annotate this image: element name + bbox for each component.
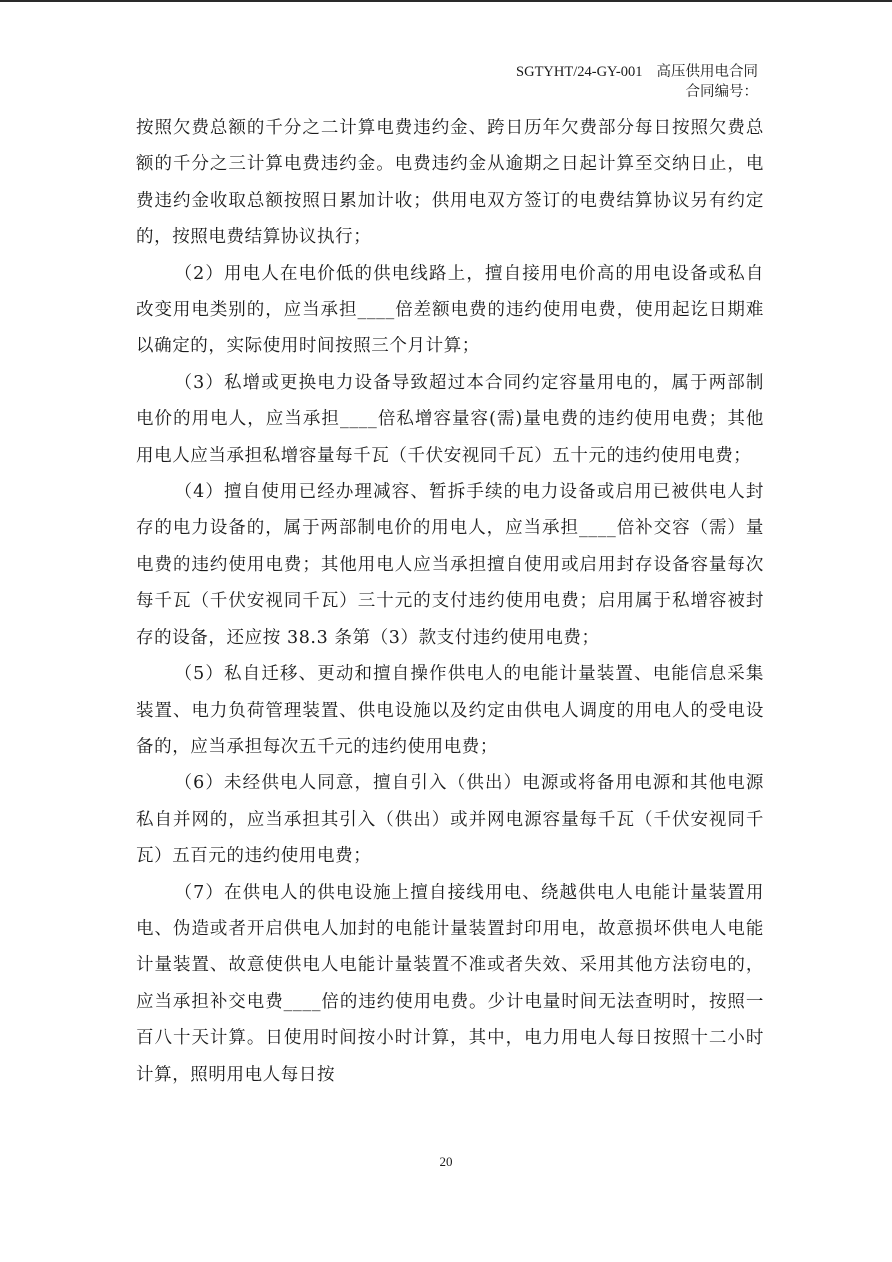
paragraph-clause-3: （3）私增或更换电力设备导致超过本合同约定容量用电的，属于两部制电价的用电人，应当承担____倍私增容量容(需)量电费的违约使用电费；其他用电人应当承担私增容量每千瓦（千伏安视同千瓦）五十元的违约使用电费； bbox=[136, 372, 764, 466]
contract-number-label: 合同编号： bbox=[685, 84, 758, 100]
document-body bbox=[136, 110, 764, 1093]
page-header bbox=[516, 62, 758, 102]
paragraph-clause-5: （5）私自迁移、更动和擅自操作供电人的电能计量装置、电能信息采集装置、电力负荷管理装置、供电设施以及约定由供电人调度的用电人的受电设备的，应当承担每次五千元的违约使用电费； bbox=[136, 664, 764, 757]
document-code: SGTYHT/24-GY-001 bbox=[516, 64, 643, 80]
page-number: 20 bbox=[439, 1154, 453, 1169]
paragraph-clause-2: （2）用电人在电价低的供电线路上，擅自接用电价高的用电设备或私自改变用电类别的，应当承担____倍差额电费的违约使用电费，使用起讫日期难以确定的，实际使用时间按照三个月计算； bbox=[136, 263, 764, 357]
header-line-1 bbox=[516, 62, 758, 82]
paragraph-clause-4: （4）擅自使用已经办理减容、暂拆手续的电力设备或启用已被供电人封存的电力设备的，属于两部制电价的用电人，应当承担____倍补交容（需）量电费的违约使用电费；其他用电人应当承担擅自使用或启用封存设备容量每次每千瓦（千伏安视同千瓦）三十元的支付违约使用电费；启用属于私增容被封存的设备，还应按 38.3 条第（3）款支付违约使用电费； bbox=[136, 482, 764, 648]
page-top-border bbox=[0, 0, 892, 2]
paragraph-continued: 按照欠费总额的千分之二计算电费违约金、跨日历年欠费部分每日按照欠费总额的千分之三计算电费违约金。电费违约金从逾期之日起计算至交纳日止，电费违约金收取总额按照日累加计收；供用电双方签订的电费结算协议另有约定的，按照电费结算协议执行； bbox=[136, 118, 764, 248]
document-title: 高压供用电合同 bbox=[656, 64, 758, 80]
paragraph-clause-6: （6）未经供电人同意，擅自引入（供出）电源或将备用电源和其他电源私自并网的，应当承担其引入（供出）或并网电源容量每千瓦（千伏安视同千瓦）五百元的违约使用电费； bbox=[136, 773, 764, 867]
paragraph-clause-7: （7）在供电人的供电设施上擅自接线用电、绕越供电人电能计量装置用电、伪造或者开启供电人加封的电能计量装置封印用电，故意损坏供电人电能计量装置、故意使供电人电能计量装置不准或者失效、采用其他方法窃电的，应当承担补交电费____倍的违约使用电费。少计电量时间无法查明时，按照一百八十天计算。日使用时间按小时计算，其中，电力用电人每日按照十二小时计算，照明用电人每日按 bbox=[136, 882, 764, 1085]
